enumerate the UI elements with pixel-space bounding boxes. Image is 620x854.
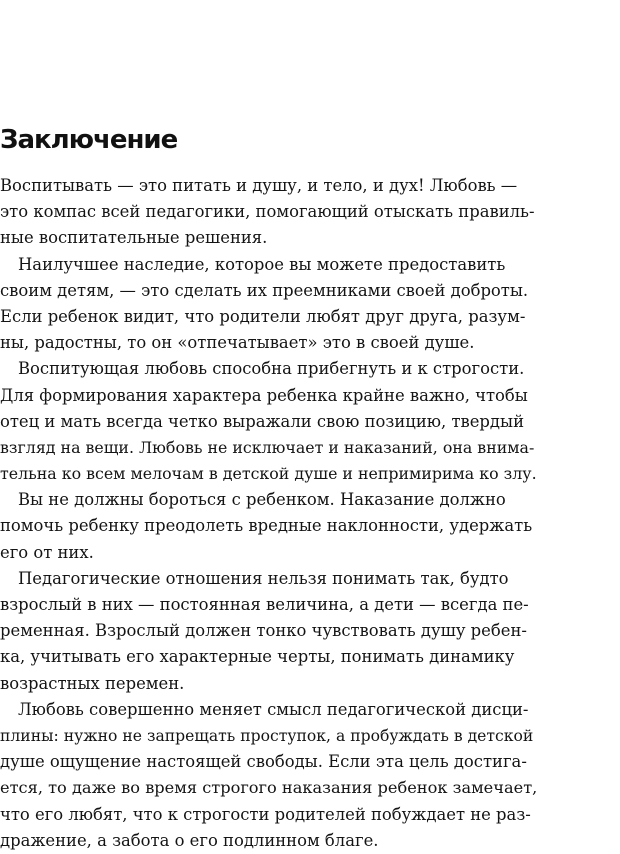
text-line: Любовь совершенно меняет смысл педагогической дисци- — [18, 699, 529, 719]
text-line: отец и мать всегда четко выражали свою позицию, твердый — [0, 411, 524, 431]
text-line: ны, радостны, то он «отпечатывает» это в своей душе. — [0, 333, 475, 353]
text-line: дражение, а забота о его подлинном благе. — [0, 830, 379, 850]
text-line: Если ребенок видит, что родители любят друг друга, разум- — [0, 306, 526, 326]
text-line: Воспитующая любовь способна прибегнуть и к строгости. — [18, 359, 525, 379]
text-line: своим детям, — это сделать их преемниками своей доброты. — [0, 280, 529, 300]
text-line: что его любят, что к строгости родителей побуждает не раз- — [0, 804, 531, 824]
text-line: ется, то даже во время строгого наказания ребенок замечает, — [0, 778, 538, 798]
text-line: ные воспитательные решения. — [0, 228, 268, 248]
text-line: Вы не должны бороться с ребенком. Наказание должно — [18, 490, 506, 510]
text-line: ка, учитывать его характерные черты, понимать динамику — [0, 647, 515, 667]
text-line: тельна ко всем мелочам в детской душе и непримирима ко злу. — [0, 464, 537, 484]
text-line: Для формирования характера ребенка крайне важно, чтобы — [0, 385, 528, 405]
body-text — [0, 173, 539, 854]
text-line: плины: нужно не запрещать проступок, а пробуждать в детской — [0, 726, 534, 745]
chapter-heading: Заключение — [0, 125, 178, 155]
text-line: Педагогические отношения нельзя понимать так, будто — [18, 568, 509, 588]
text-line: взрослый в них — постоянная величина, а дети — всегда пе- — [0, 595, 529, 614]
text-line: душе ощущение настоящей свободы. Если эта цель достига- — [0, 752, 527, 772]
text-line: возрастных перемен. — [0, 673, 185, 693]
text-line: взгляд на вещи. Любовь не исключает и наказаний, она внима- — [0, 437, 535, 457]
text-line: Наилучшее наследие, которое вы можете предоставить — [18, 254, 506, 274]
text-line: его от них. — [0, 542, 94, 562]
text-line: Воспитывать — это питать и душу, и тело, и дух! Любовь — — [0, 176, 518, 195]
text-line: ременная. Взрослый должен тонко чувствовать душу ребен- — [0, 621, 527, 641]
text-line: помочь ребенку преодолеть вредные наклонности, удержать — [0, 516, 533, 536]
text-line: это компас всей педагогики, помогающий отыскать правиль- — [0, 202, 535, 222]
